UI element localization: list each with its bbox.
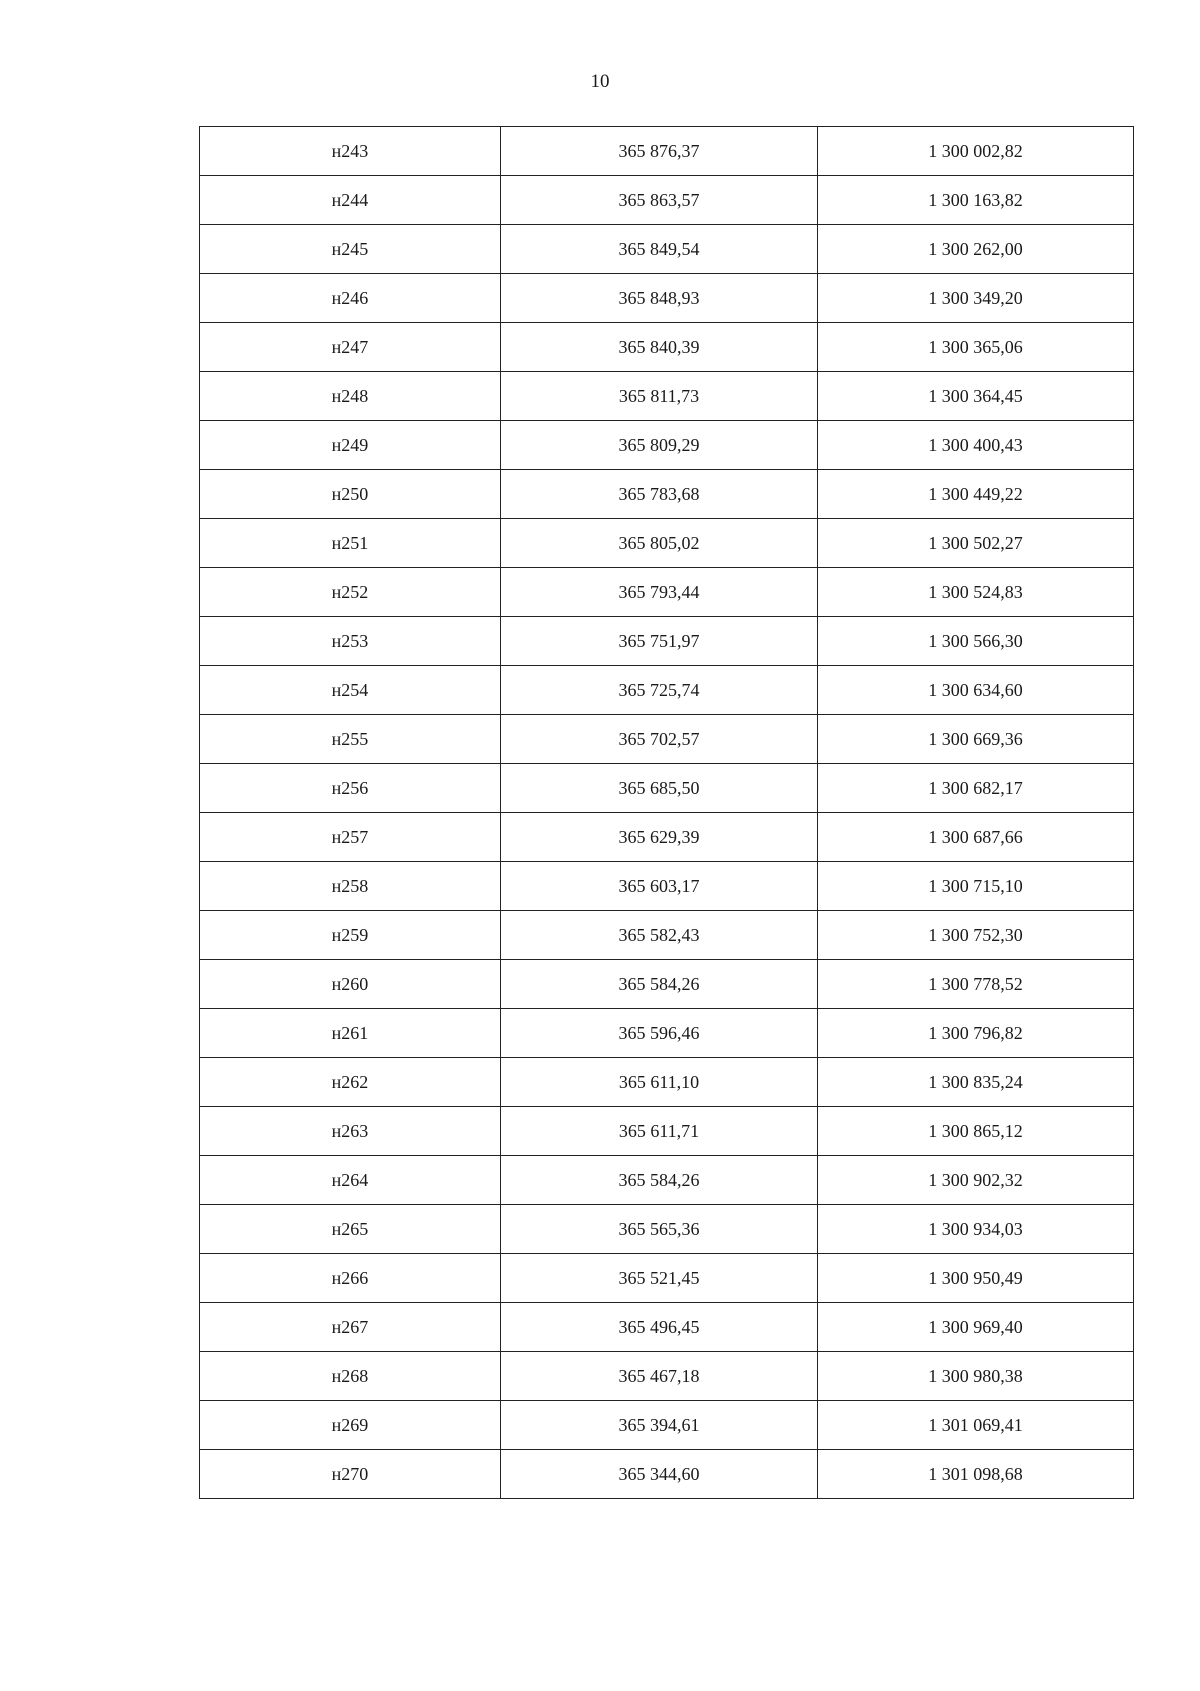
x-coordinate-cell: 365 584,26	[501, 1156, 818, 1205]
x-coordinate-cell: 365 783,68	[501, 470, 818, 519]
point-cell: н260	[200, 960, 501, 1009]
x-coordinate-cell: 365 629,39	[501, 813, 818, 862]
y-coordinate-cell: 1 300 002,82	[818, 127, 1134, 176]
point-cell: н253	[200, 617, 501, 666]
point-cell: н263	[200, 1107, 501, 1156]
point-cell: н255	[200, 715, 501, 764]
x-coordinate-cell: 365 611,10	[501, 1058, 818, 1107]
x-coordinate-cell: 365 582,43	[501, 911, 818, 960]
y-coordinate-cell: 1 300 349,20	[818, 274, 1134, 323]
point-cell: н247	[200, 323, 501, 372]
point-cell: н266	[200, 1254, 501, 1303]
point-cell: н261	[200, 1009, 501, 1058]
point-cell: н258	[200, 862, 501, 911]
x-coordinate-cell: 365 848,93	[501, 274, 818, 323]
y-coordinate-cell: 1 300 365,06	[818, 323, 1134, 372]
y-coordinate-cell: 1 300 400,43	[818, 421, 1134, 470]
table-row	[200, 1352, 1134, 1401]
point-cell: н259	[200, 911, 501, 960]
y-coordinate-cell: 1 300 752,30	[818, 911, 1134, 960]
y-coordinate-cell: 1 300 524,83	[818, 568, 1134, 617]
y-coordinate-cell: 1 300 566,30	[818, 617, 1134, 666]
table-row	[200, 715, 1134, 764]
table-row	[200, 176, 1134, 225]
x-coordinate-cell: 365 725,74	[501, 666, 818, 715]
x-coordinate-cell: 365 702,57	[501, 715, 818, 764]
point-cell: н250	[200, 470, 501, 519]
x-coordinate-cell: 365 596,46	[501, 1009, 818, 1058]
point-cell: н264	[200, 1156, 501, 1205]
table-row	[200, 960, 1134, 1009]
point-cell: н262	[200, 1058, 501, 1107]
y-coordinate-cell: 1 300 865,12	[818, 1107, 1134, 1156]
page-number: 10	[590, 71, 610, 92]
table-row	[200, 1401, 1134, 1450]
x-coordinate-cell: 365 467,18	[501, 1352, 818, 1401]
y-coordinate-cell: 1 300 778,52	[818, 960, 1134, 1009]
table-row	[200, 470, 1134, 519]
table-row	[200, 1205, 1134, 1254]
table-row	[200, 225, 1134, 274]
x-coordinate-cell: 365 863,57	[501, 176, 818, 225]
x-coordinate-cell: 365 793,44	[501, 568, 818, 617]
point-cell: н254	[200, 666, 501, 715]
point-cell: н248	[200, 372, 501, 421]
x-coordinate-cell: 365 496,45	[501, 1303, 818, 1352]
table-row	[200, 764, 1134, 813]
y-coordinate-cell: 1 300 262,00	[818, 225, 1134, 274]
table-row	[200, 421, 1134, 470]
table-row	[200, 1107, 1134, 1156]
x-coordinate-cell: 365 394,61	[501, 1401, 818, 1450]
x-coordinate-cell: 365 751,97	[501, 617, 818, 666]
point-cell: н265	[200, 1205, 501, 1254]
x-coordinate-cell: 365 584,26	[501, 960, 818, 1009]
coordinates-table	[199, 126, 1134, 1499]
table-row	[200, 862, 1134, 911]
x-coordinate-cell: 365 685,50	[501, 764, 818, 813]
table-row	[200, 568, 1134, 617]
y-coordinate-cell: 1 300 364,45	[818, 372, 1134, 421]
point-cell: н249	[200, 421, 501, 470]
x-coordinate-cell: 365 811,73	[501, 372, 818, 421]
y-coordinate-cell: 1 300 669,36	[818, 715, 1134, 764]
x-coordinate-cell: 365 849,54	[501, 225, 818, 274]
point-cell: н267	[200, 1303, 501, 1352]
table-row	[200, 666, 1134, 715]
x-coordinate-cell: 365 565,36	[501, 1205, 818, 1254]
table-row	[200, 1254, 1134, 1303]
table-row	[200, 127, 1134, 176]
point-cell: н243	[200, 127, 501, 176]
x-coordinate-cell: 365 603,17	[501, 862, 818, 911]
y-coordinate-cell: 1 301 098,68	[818, 1450, 1134, 1499]
x-coordinate-cell: 365 876,37	[501, 127, 818, 176]
y-coordinate-cell: 1 300 796,82	[818, 1009, 1134, 1058]
coordinates-table-body	[200, 127, 1134, 1499]
y-coordinate-cell: 1 300 969,40	[818, 1303, 1134, 1352]
table-row	[200, 372, 1134, 421]
point-cell: н256	[200, 764, 501, 813]
table-row	[200, 519, 1134, 568]
y-coordinate-cell: 1 300 163,82	[818, 176, 1134, 225]
x-coordinate-cell: 365 805,02	[501, 519, 818, 568]
y-coordinate-cell: 1 300 980,38	[818, 1352, 1134, 1401]
x-coordinate-cell: 365 809,29	[501, 421, 818, 470]
x-coordinate-cell: 365 344,60	[501, 1450, 818, 1499]
table-row	[200, 1058, 1134, 1107]
table-row	[200, 911, 1134, 960]
y-coordinate-cell: 1 300 682,17	[818, 764, 1134, 813]
x-coordinate-cell: 365 521,45	[501, 1254, 818, 1303]
point-cell: н270	[200, 1450, 501, 1499]
table-row	[200, 1303, 1134, 1352]
y-coordinate-cell: 1 301 069,41	[818, 1401, 1134, 1450]
table-row	[200, 617, 1134, 666]
point-cell: н246	[200, 274, 501, 323]
y-coordinate-cell: 1 300 835,24	[818, 1058, 1134, 1107]
y-coordinate-cell: 1 300 715,10	[818, 862, 1134, 911]
y-coordinate-cell: 1 300 449,22	[818, 470, 1134, 519]
point-cell: н252	[200, 568, 501, 617]
point-cell: н257	[200, 813, 501, 862]
table-row	[200, 274, 1134, 323]
x-coordinate-cell: 365 611,71	[501, 1107, 818, 1156]
point-cell: н269	[200, 1401, 501, 1450]
point-cell: н268	[200, 1352, 501, 1401]
y-coordinate-cell: 1 300 634,60	[818, 666, 1134, 715]
y-coordinate-cell: 1 300 687,66	[818, 813, 1134, 862]
table-row	[200, 1009, 1134, 1058]
x-coordinate-cell: 365 840,39	[501, 323, 818, 372]
table-row	[200, 1156, 1134, 1205]
y-coordinate-cell: 1 300 934,03	[818, 1205, 1134, 1254]
point-cell: н251	[200, 519, 501, 568]
y-coordinate-cell: 1 300 950,49	[818, 1254, 1134, 1303]
point-cell: н244	[200, 176, 501, 225]
point-cell: н245	[200, 225, 501, 274]
y-coordinate-cell: 1 300 502,27	[818, 519, 1134, 568]
table-row	[200, 323, 1134, 372]
table-row	[200, 813, 1134, 862]
y-coordinate-cell: 1 300 902,32	[818, 1156, 1134, 1205]
table-row	[200, 1450, 1134, 1499]
